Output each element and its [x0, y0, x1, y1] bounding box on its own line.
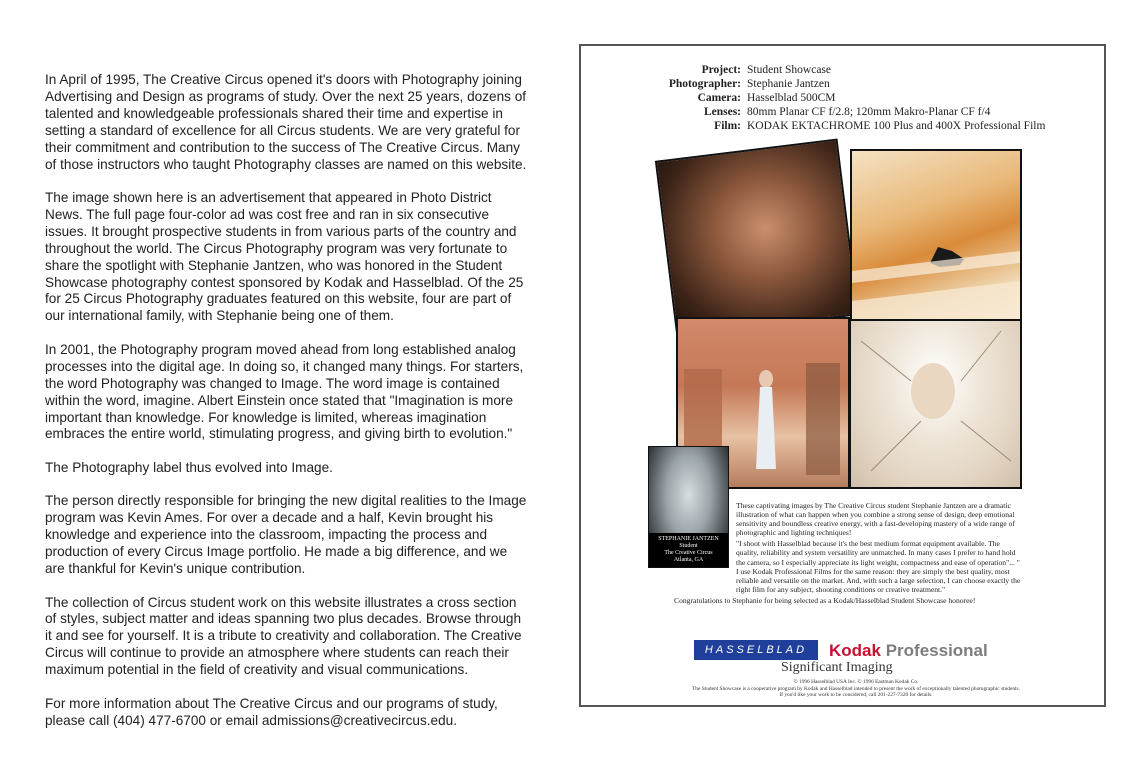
spec-row-film	[641, 119, 1045, 133]
spec-value: 80mm Planar CF f/2.8; 120mm Makro-Planar CF f/4	[747, 106, 991, 118]
photo-woman-with-branches	[849, 319, 1022, 489]
spec-value: Hasselblad 500CM	[747, 92, 836, 104]
paragraph-history: In April of 1995, The Creative Circus opened it's doors with Photography joining Advertising and Design as programs of study. Over the next 25 years, dozens of talented and knowledgeable professionals shared their time and expertise in setting a standard of excellence for all Circus students. We are very grateful for their commitment and contribution to the success of The Creative Circus. Many of those instructors who taught Photography classes are named on this website.	[45, 72, 527, 172]
spec-value: Stephanie Jantzen	[747, 78, 830, 90]
significant-imaging-tagline: Significant Imaging	[781, 660, 893, 675]
spec-label: Film:	[714, 120, 741, 132]
paragraph-digital-age: In 2001, the Photography program moved ahead from long established analog processes into the digital age. In doing so, it changed many things. For starters, the word Photography was changed to Image. The word image is contained within the word, imagine. Albert Einstein once stated that "Imagination is more important than knowledge. For knowledge is limited, whereas imagination embraces the entire world, stimulating progress, and giving birth to evolution."	[45, 341, 524, 442]
shoe-illustration	[852, 151, 1020, 327]
paragraph-kevin-ames: The person directly responsible for bringing the new digital realities to the Image program was Kevin Ames. For over a decade and a half, Kevin brought his knowledge and experience into the classroom, impacting the process and production of every Circus Image portfolio. He made a big difference, and we are thankful for Kevin's unique contribution.	[45, 493, 527, 577]
spec-row-photographer	[641, 77, 1045, 91]
spec-row-camera	[641, 91, 1045, 105]
kodak-word: Kodak	[829, 641, 881, 660]
caption-name: STEPHANIE JANTZEN	[658, 536, 719, 542]
ad-copy-quote: "I shoot with Hasselblad because it's the best medium format equipment available. The quality, reliability and system versatility are unmatched. In many cases I prefer to hand hold the camera, so I especially appreciate its light weight, compactness and ease of operation"... " I use Kodak Professional Films for the same reason: they are simply the best quality, most reliable and versatile on the market. And, with such a large selection, I can choose exactly the right film for any subject, shooting conditions or creative treatment."	[736, 539, 1021, 594]
spec-label: Photographer:	[668, 78, 741, 90]
branches-illustration	[851, 321, 1020, 487]
hasselblad-logo: HASSELBLAD	[694, 640, 818, 660]
ad-fine-print	[691, 679, 1021, 699]
spec-label: Camera:	[697, 92, 741, 104]
spec-label: Project:	[701, 64, 741, 76]
spec-label: Lenses:	[703, 106, 741, 118]
copyright-line: © 1996 Hasselblad USA Inc. © 1996 Eastman Kodak Co.	[793, 679, 919, 685]
kodak-professional-logo	[829, 641, 988, 661]
paragraph-contact: For more information about The Creative Circus and our programs of study, please call (404) 477-6700 or email admissions@creativecircus.edu.	[45, 695, 498, 728]
photo-shoe-on-stairs	[850, 149, 1022, 329]
ad-copy-intro: These captivating images by The Creative Circus student Stephanie Jantzen are a dramatic illustration of what can happen when you combine a strong sense of design, deep emotional sensitivity and boundless creative energy, with a fast-developing mastery of a wide range of photographic and lighting techniques!	[736, 501, 1015, 538]
spec-row-lenses	[641, 105, 1045, 119]
fine-print-line: The Student Showcase is a cooperative program by Kodak and Hasselblad intended to present the work of exceptionally talented photographic students. If you'd like your work to be considered, call 201-227-7320 for details.	[692, 685, 1020, 698]
photo-specs-list	[641, 63, 1045, 133]
caption-role: Student	[679, 543, 698, 549]
paragraph-advertisement: The image shown here is an advertisement that appeared in Photo District News. The full page four-color ad was cost free and ran in six consecutive issues. It brought prospective students in from various parts of the country and throughout the world. The Circus Photography program was very fortunate to share the spotlight with Stephanie Jantzen, who was honored in the Student Showcase photography contest sponsored by Kodak and Hasselblad. Of the 25 for 25 Circus Photography graduates featured on this website, four are part of our international family, with Stephanie being one of them.	[45, 190, 524, 324]
caption-city: Atlanta, GA	[673, 557, 704, 563]
caption-school: The Creative Circus	[664, 550, 713, 556]
spec-row-project	[641, 63, 1045, 77]
photo-stephanie-portrait	[648, 446, 729, 568]
portrait-caption	[649, 533, 728, 567]
student-showcase-advertisement	[579, 44, 1106, 707]
paragraph-collection: The collection of Circus student work on this website illustrates a cross section of styles, subject matter and ideas spanning two plus decades. Browse through it and see for yourself. It is a tribute to creativity and collaboration. The Creative Circus will continue to provide an atmosphere where students can reach their maximum potential in the field of creativity and visual communications.	[45, 594, 522, 678]
photo-crouching-figure	[655, 138, 859, 337]
paragraph-label-evolution: The Photography label thus evolved into Image.	[45, 459, 333, 475]
intro-text-column	[45, 72, 530, 746]
professional-word: Professional	[885, 641, 988, 660]
spec-value: Student Showcase	[747, 64, 832, 76]
spec-value: KODAK EKTACHROME 100 Plus and 400X Professional Film	[747, 120, 1046, 132]
ad-copy-congrats: Congratulations to Stephanie for being selected as a Kodak/Hasselblad Student Showcase honoree!	[674, 595, 976, 605]
